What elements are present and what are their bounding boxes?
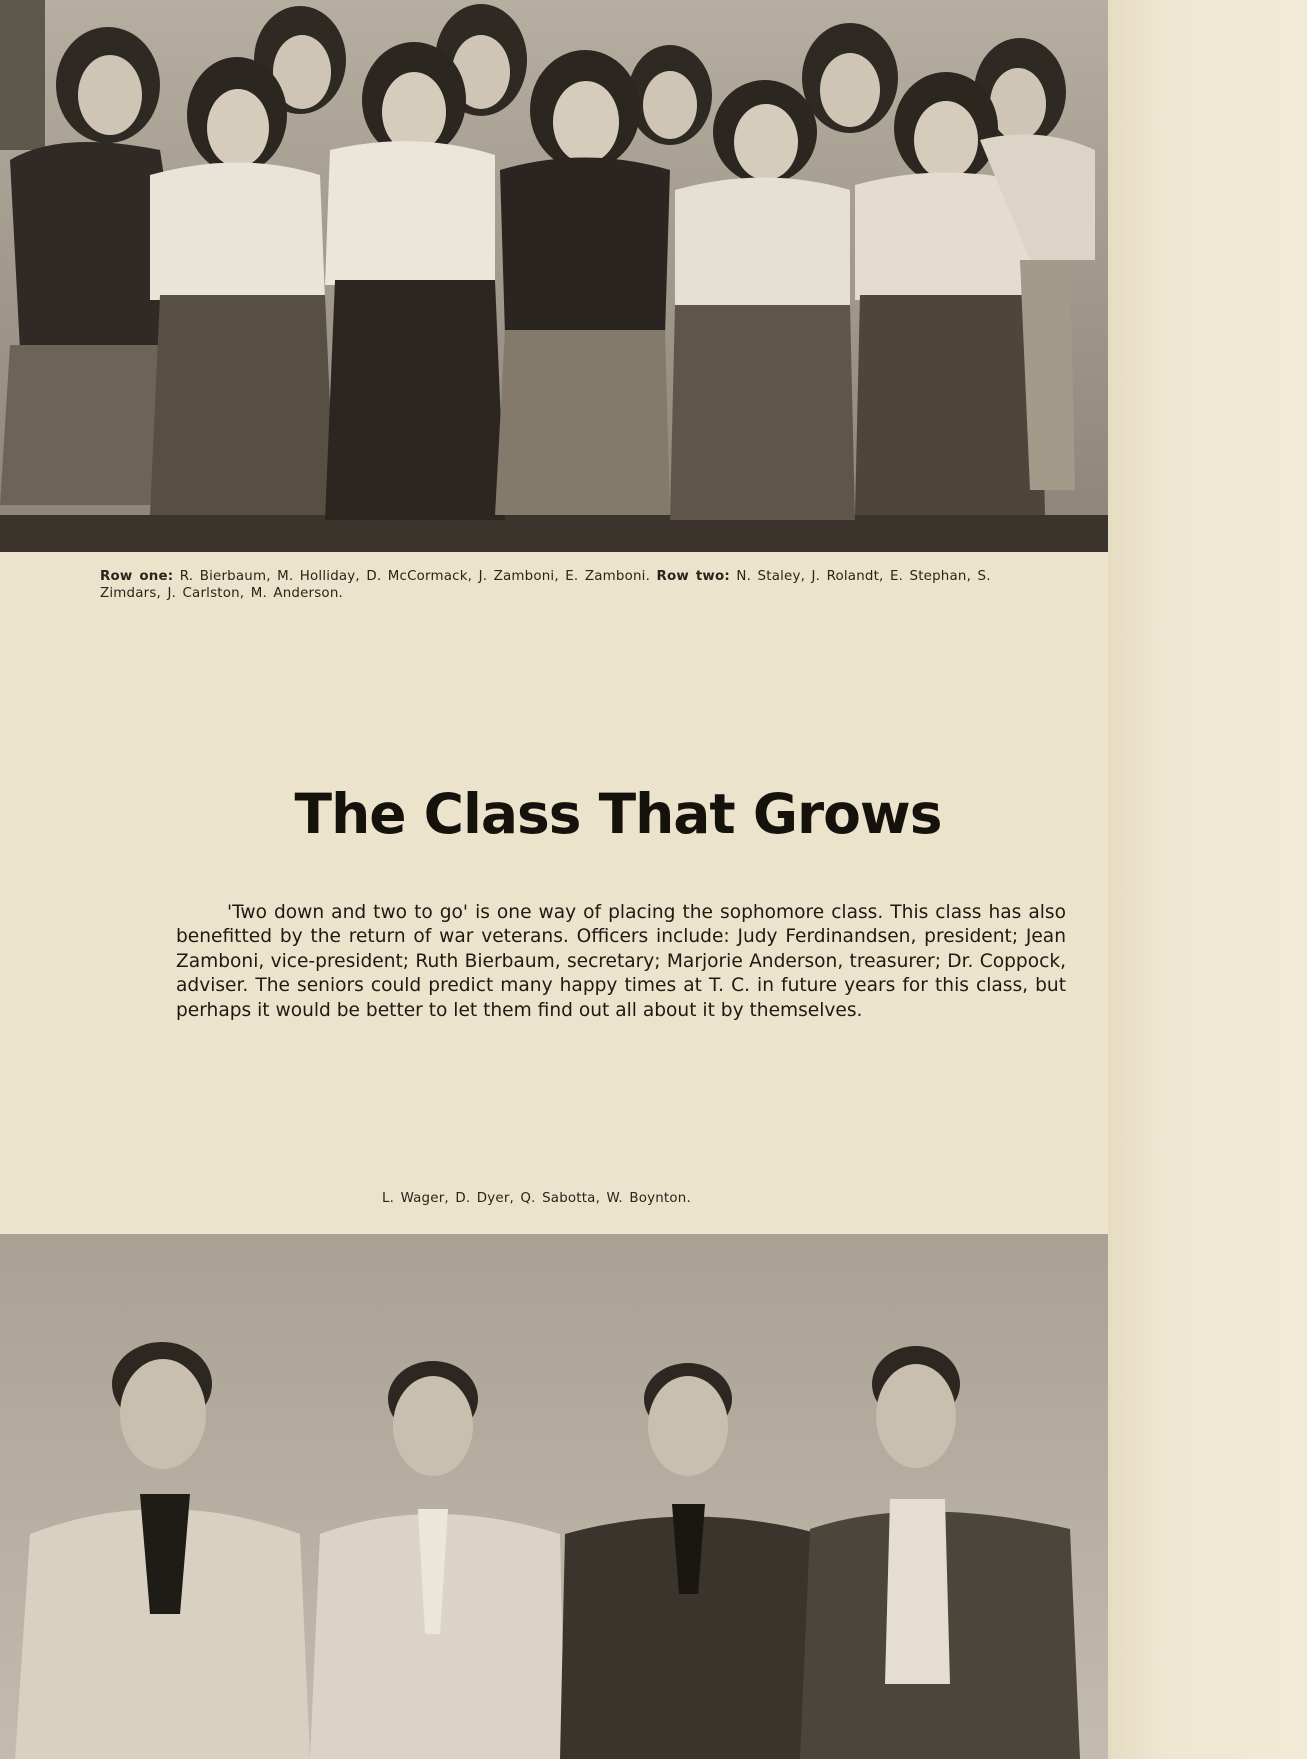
men-group-photo-image <box>0 1234 1108 1759</box>
men-group-photo <box>0 1234 1108 1759</box>
row-two-label: Row two: <box>656 569 730 584</box>
bottom-photo-caption: L. Wager, D. Dyer, Q. Sabotta, W. Boynton. <box>382 1191 691 1206</box>
article-body <box>176 901 1066 1023</box>
row-one-names: R. Bierbaum, M. Holliday, D. McCormack, J. Zamboni, E. Zamboni. <box>173 569 657 584</box>
women-group-photo-image <box>0 0 1108 552</box>
page-margin <box>1108 0 1307 1759</box>
row-two-names: N. Staley, J. Rolandt, E. Stephan, S. Zimdars, J. Carlston, M. Anderson. <box>100 569 991 601</box>
women-group-photo <box>0 0 1108 552</box>
body-paragraph: 'Two down and two to go' is one way of placing the sophomore class. This class has also benefitted by the return of war veterans. Officers include: Judy Ferdinandsen, president; Jean Zamboni, vice-president; Ruth Bierbaum, secretary; Marjorie Anderson, treasurer; Dr. Coppock, adviser. The seniors could predict many happy times at T. C. in future years for this class, but perhaps it would be better to let them find out all about it by themselves. <box>176 902 1066 1021</box>
row-one-label: Row one: <box>100 569 174 584</box>
page-title: The Class That Grows <box>294 782 942 846</box>
top-photo-caption <box>100 569 1000 602</box>
